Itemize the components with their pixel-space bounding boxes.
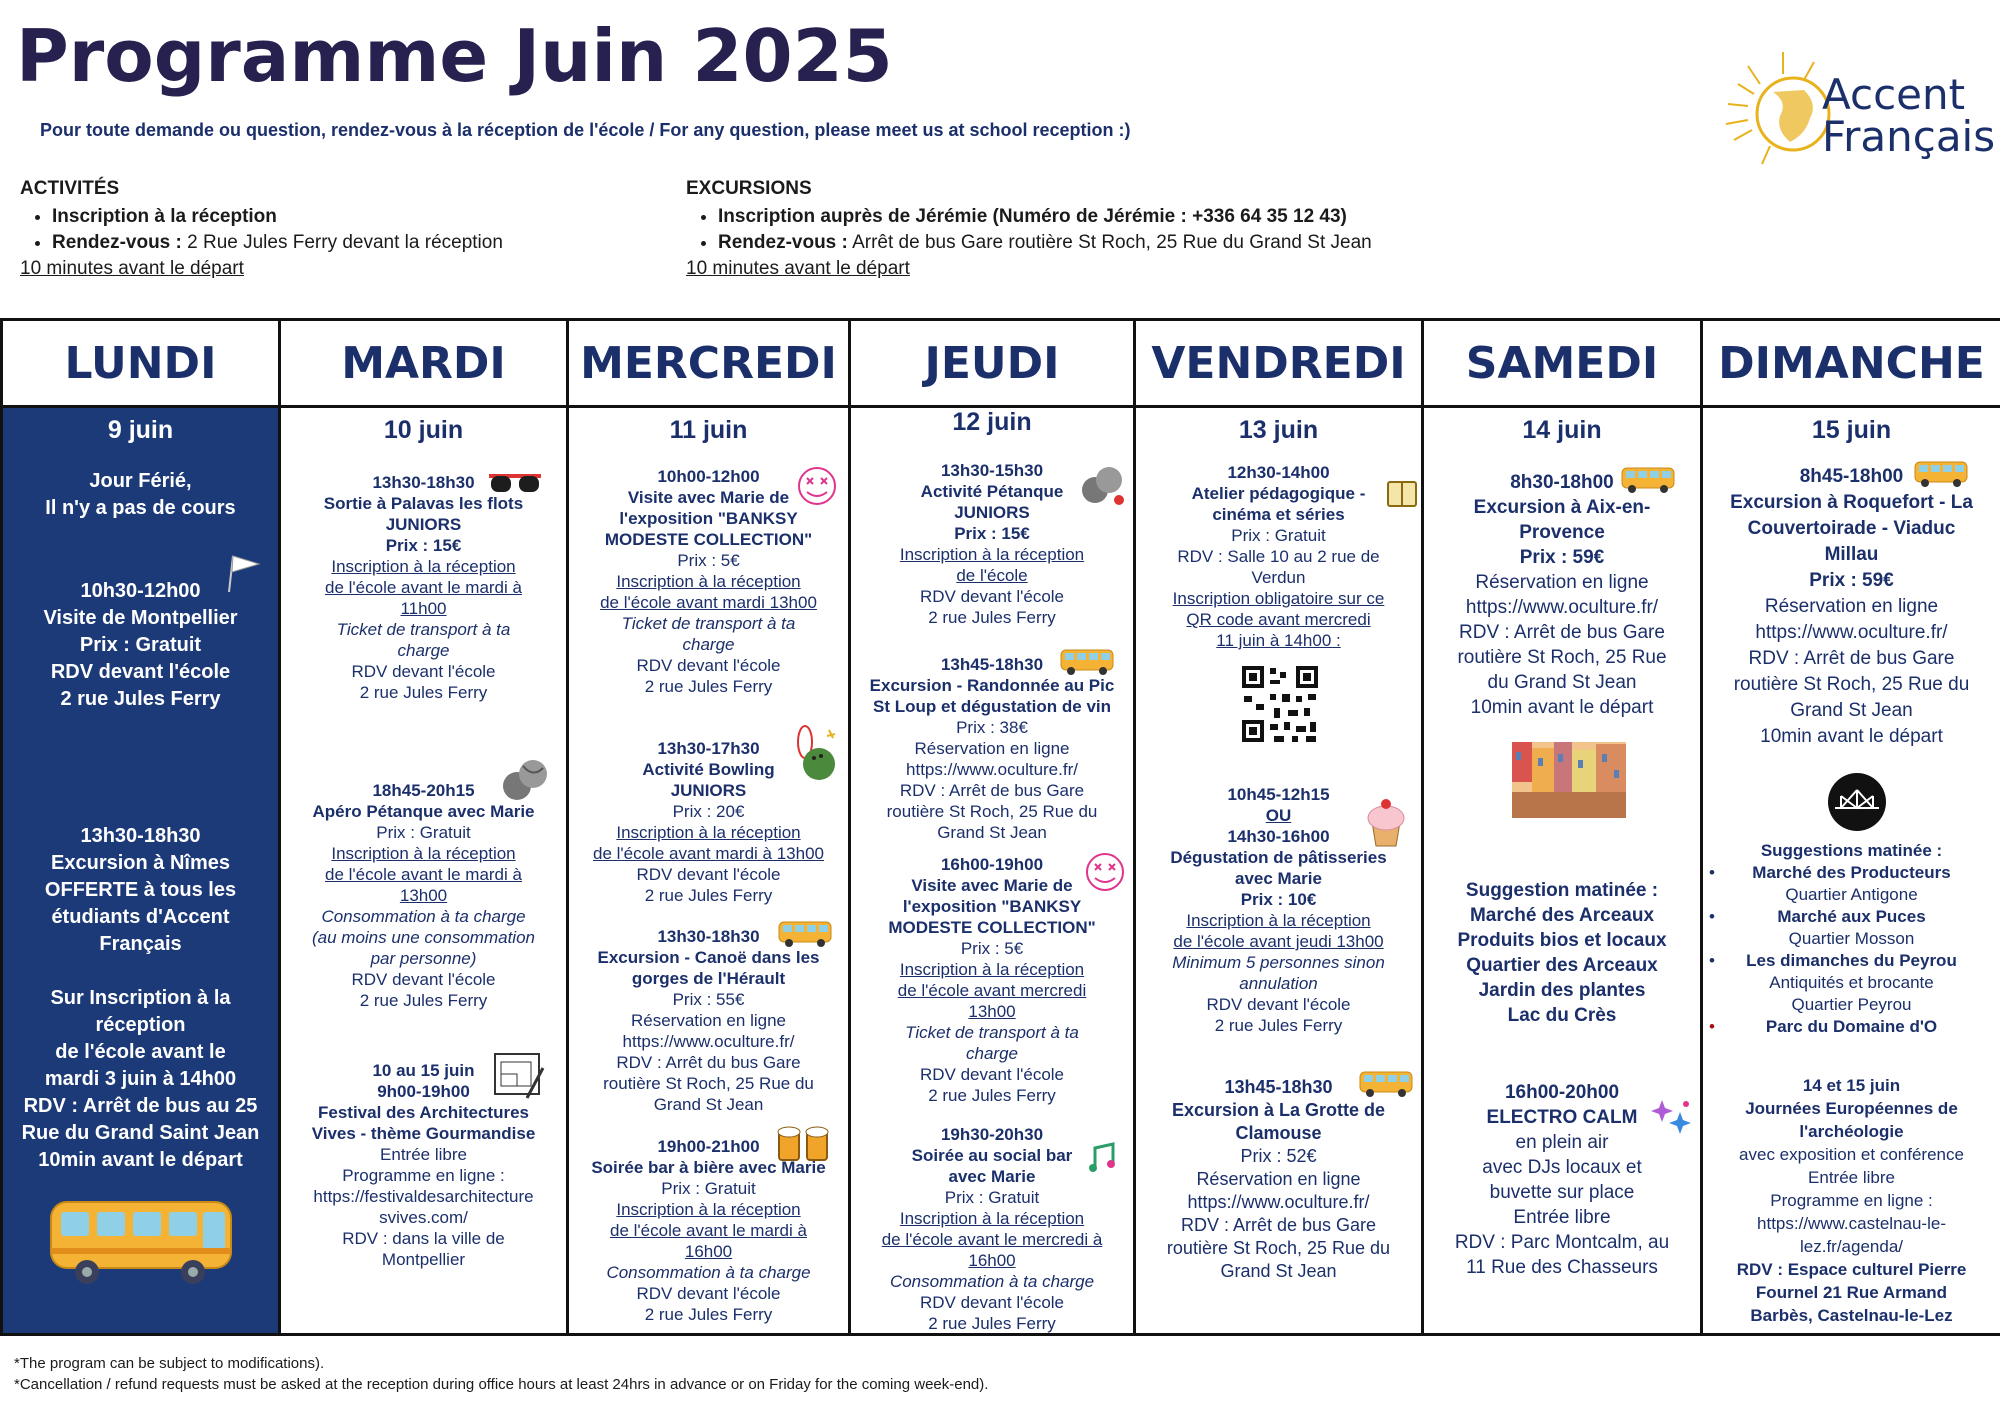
- date-label: 15 juin: [1811, 416, 1892, 444]
- event-petanque-juniors: 13h30-15h30 Activité Pétanque JUNIORS Prix : 15€ Inscription à la réception de l'école RDV devant l'école 2 rue Jules Ferry: [899, 461, 1085, 627]
- day-cell-samedi: [1423, 407, 1702, 1335]
- activites-heading: ACTIVITÉS: [20, 178, 120, 199]
- activites-note: 10 minutes avant le départ: [20, 258, 244, 279]
- event-palavas: 13h30-18h30 Sortie à Palavas les flots JUNIORS Prix : 15€ Inscription à la réception de l'école avant le mardi à 11h00 Ticket de transport à ta charge RDV devant l'école 2 rue Jules Ferry: [323, 473, 524, 702]
- logo-text: Accent Français: [1822, 70, 1996, 161]
- event-bowling: 13h30-17h30 Activité Bowling JUNIORS Prix : 20€ Inscription à la réception de l'école avant mardi à 13h00 RDV devant l'école 2 rue Jules Ferry: [592, 739, 824, 905]
- event-electro-calm: 16h00-20h00 ELECTRO CALM en plein air avec DJs locaux et buvette sur place Entrée libre RDV : Parc Montcalm, au 11 Rue des Chasseurs: [1454, 1082, 1670, 1278]
- day-header-lundi: LUNDI: [2, 320, 280, 407]
- day-header-vendredi: VENDREDI: [1135, 320, 1423, 407]
- date-label: 14 juin: [1522, 416, 1602, 444]
- event-banksy-jeudi: 16h00-19h00 Visite avec Marie de l'exposition "BANKSY MODESTE COLLECTION" Prix : 5€ Inscription à la réception de l'école avant mercredi 13h00 Ticket de transport à ta charge RDV devant l'école 2 rue Jules Ferry: [888, 855, 1096, 1105]
- activites-item: • Rendez-vous : 2 Rue Jules Ferry devant la réception: [52, 230, 503, 256]
- suggestion-item: • Marché des Producteurs Quartier Antigone: [1707, 862, 1996, 906]
- event-journees-archeologie: 14 et 15 juin Journées Européennes de l'archéologie avec exposition et conférence Entrée libre Programme en ligne : https://www.castelnau-le- lez.fr/agenda/ RDV : Espace culturel Pierre Fournel 21 Rue Armand Barbès, Castelnau-le-Lez: [1736, 1076, 1967, 1325]
- day-header-mardi: MARDI: [280, 320, 568, 407]
- date-label: 11 juin: [669, 416, 748, 444]
- excursions-note: 10 minutes avant le départ: [686, 258, 910, 279]
- day-header-dimanche: DIMANCHE: [1702, 320, 2000, 407]
- day-cell-mardi: [280, 407, 568, 1335]
- activites-info: [20, 178, 503, 280]
- event-randonnee-pic-st-loup: 13h45-18h30 Excursion - Randonnée au Pic St Loup et dégustation de vin Prix : 38€ Réservation en ligne https://www.oculture.fr/ RDV : Arrêt de bus Gare routière St Roch, 25 Rue du Grand St Jean: [869, 655, 1115, 842]
- week-schedule-table: [0, 318, 2000, 1336]
- bus-icon: [47, 1198, 237, 1288]
- excursions-info: [686, 178, 1372, 280]
- event-roquefort-millau: 8h45-18h00 Excursion à Roquefort - La Couvertoirade - Viaduc Millau Prix : 59€ Réservation en ligne https://www.oculture.fr/ RDV : Arrêt de bus Gare routière St Roch, 25 Rue du Grand St Jean 10min avant le départ: [1730, 466, 1973, 747]
- qr-code-icon[interactable]: [1240, 664, 1320, 744]
- city-photo: [1512, 742, 1626, 818]
- page-title: Programme Juin 2025: [16, 14, 893, 98]
- event-atelier-cinema: 12h30-14h00 Atelier pédagogique - cinéma et séries Prix : Gratuit RDV : Salle 10 au 2 rue de Verdun Inscription obligatoire sur ce QR code avant mercredi 11 juin à 14h00 :: [1172, 463, 1385, 650]
- event-patisseries: 10h45-12h15 OU 14h30-16h00 Dégustation de pâtisseries avec Marie Prix : 10€ Inscription à la réception de l'école avant jeudi 13h00 Minimum 5 personnes sinon annulation RDV devant l'école 2 rue Jules Ferry: [1170, 785, 1387, 1035]
- excursions-heading: EXCURSIONS: [686, 178, 812, 199]
- date-label: 13 juin: [1238, 416, 1319, 444]
- excursions-item: • Rendez-vous : Arrêt de bus Gare routière St Roch, 25 Rue du Grand St Jean: [718, 230, 1372, 256]
- day-cell-lundi: [2, 407, 280, 1335]
- day-cell-mercredi: [568, 407, 850, 1335]
- suggestion-item: • Parc du Domaine d'O: [1707, 1016, 1996, 1038]
- date-label: 9 juin: [107, 416, 174, 444]
- event-holiday: Jour Férié, Il n'y a pas de cours: [45, 470, 236, 519]
- accent-francais-logo: [1718, 44, 1996, 176]
- footer-note-modifications: *The program can be subject to modifications).: [14, 1355, 325, 1372]
- suggestion-item: • Marché aux Puces Quartier Mosson: [1707, 906, 1996, 950]
- day-cell-vendredi: [1135, 407, 1423, 1335]
- date-label: 12 juin: [952, 408, 1032, 436]
- event-visite-montpellier: 10h30-12h00 Visite de Montpellier Prix : Gratuit RDV devant l'école 2 rue Jules Ferry: [43, 580, 238, 710]
- event-aix-en-provence: 8h30-18h00 Excursion à Aix-en- Provence Prix : 59€ Réservation en ligne https://www.oculture.fr/ RDV : Arrêt de bus Gare routière St Roch, 25 Rue du Grand St Jean 10min avant le départ: [1457, 472, 1667, 718]
- event-grotte-clamouse: 13h45-18h30 Excursion à La Grotte de Clamouse Prix : 52€ Réservation en ligne https://www.oculture.fr/ RDV : Arrêt de bus Gare routière St Roch, 25 Rue du Grand St Jean: [1166, 1077, 1391, 1281]
- date-label: 10 juin: [383, 416, 464, 444]
- excursions-item: • Inscription auprès de Jérémie (Numéro de Jérémie : +336 64 35 12 43): [718, 204, 1372, 230]
- suggestion-samedi: Suggestion matinée : Marché des Arceaux Produits bios et locaux Quartier des Arceaux Jardin des plantes Lac du Crès: [1457, 880, 1667, 1026]
- day-cell-dimanche: [1702, 407, 2000, 1335]
- day-header-samedi: SAMEDI: [1423, 320, 1702, 407]
- day-cell-jeudi: [850, 407, 1135, 1335]
- event-festival-architectures: 10 au 15 juin 9h00-19h00 Festival des Architectures Vives - thème Gourmandise Entrée libre Programme en ligne : https://festivaldesarchitecture svives.com/ RDV : dans la ville de Montpellier: [311, 1061, 536, 1269]
- activites-item: • Inscription à la réception: [52, 204, 503, 230]
- day-header-jeudi: JEUDI: [850, 320, 1135, 407]
- bridge-icon: [1827, 772, 1887, 832]
- event-banksy-mercredi: 10h00-12h00 Visite avec Marie de l'exposition "BANKSY MODESTE COLLECTION" Prix : 5€ Inscription à la réception de l'école avant mardi 13h00 Ticket de transport à ta charge RDV devant l'école 2 rue Jules Ferry: [600, 467, 817, 696]
- suggestion-item: • Les dimanches du Peyrou Antiquités et brocante Quartier Peyrou: [1707, 950, 1996, 1016]
- event-social-bar: 19h30-20h30 Soirée au social bar avec Marie Prix : Gratuit Inscription à la réception de l'école avant le mercredi à 16h00 Consommation à ta charge RDV devant l'école 2 rue Jules Ferry: [881, 1125, 1103, 1333]
- event-excursion-nimes: 13h30-18h30 Excursion à Nîmes OFFERTE à tous les étudiants d'Accent Français Sur Inscription à la réception de l'école avant le mardi 3 juin à 14h00 RDV : Arrêt de bus au 25 Rue du Grand Saint Jean 10min avant le départ: [21, 825, 260, 1171]
- subtitle: Pour toute demande ou question, rendez-vous à la réception de l'école / For any question, please meet us at school reception :): [40, 120, 1131, 140]
- day-header-mercredi: MERCREDI: [568, 320, 850, 407]
- event-apero-petanque: 18h45-20h15 Apéro Pétanque avec Marie Prix : Gratuit Inscription à la réception de l'école avant le mardi à 13h00 Consommation à ta charge (au moins une consommation par personne) RDV devant l'école 2 rue Jules Ferry: [311, 781, 535, 1010]
- suggestions-dimanche: Suggestions matinée : • Marché des Producteurs Quartier Antigone • Marché aux Puces Quartier Mosson • Les dimanches du Peyrou Antiquités et brocante Quartier Peyrou • Parc du Domaine d'O: [1707, 840, 1996, 1038]
- event-bar-biere: 19h00-21h00 Soirée bar à bière avec Marie Prix : Gratuit Inscription à la réception de l'école avant le mardi à 16h00 Consommation à ta charge RDV devant l'école 2 rue Jules Ferry: [591, 1137, 826, 1324]
- footer-note-cancellation: *Cancellation / refund requests must be asked at the reception during office hours at least 24hrs in advance or on Friday for the coming week-end).: [14, 1376, 989, 1393]
- event-canoe: 13h30-18h30 Excursion - Canoë dans les gorges de l'Hérault Prix : 55€ Réservation en ligne https://www.oculture.fr/ RDV : Arrêt du bus Gare routière St Roch, 25 Rue du Grand St Jean: [597, 927, 820, 1114]
